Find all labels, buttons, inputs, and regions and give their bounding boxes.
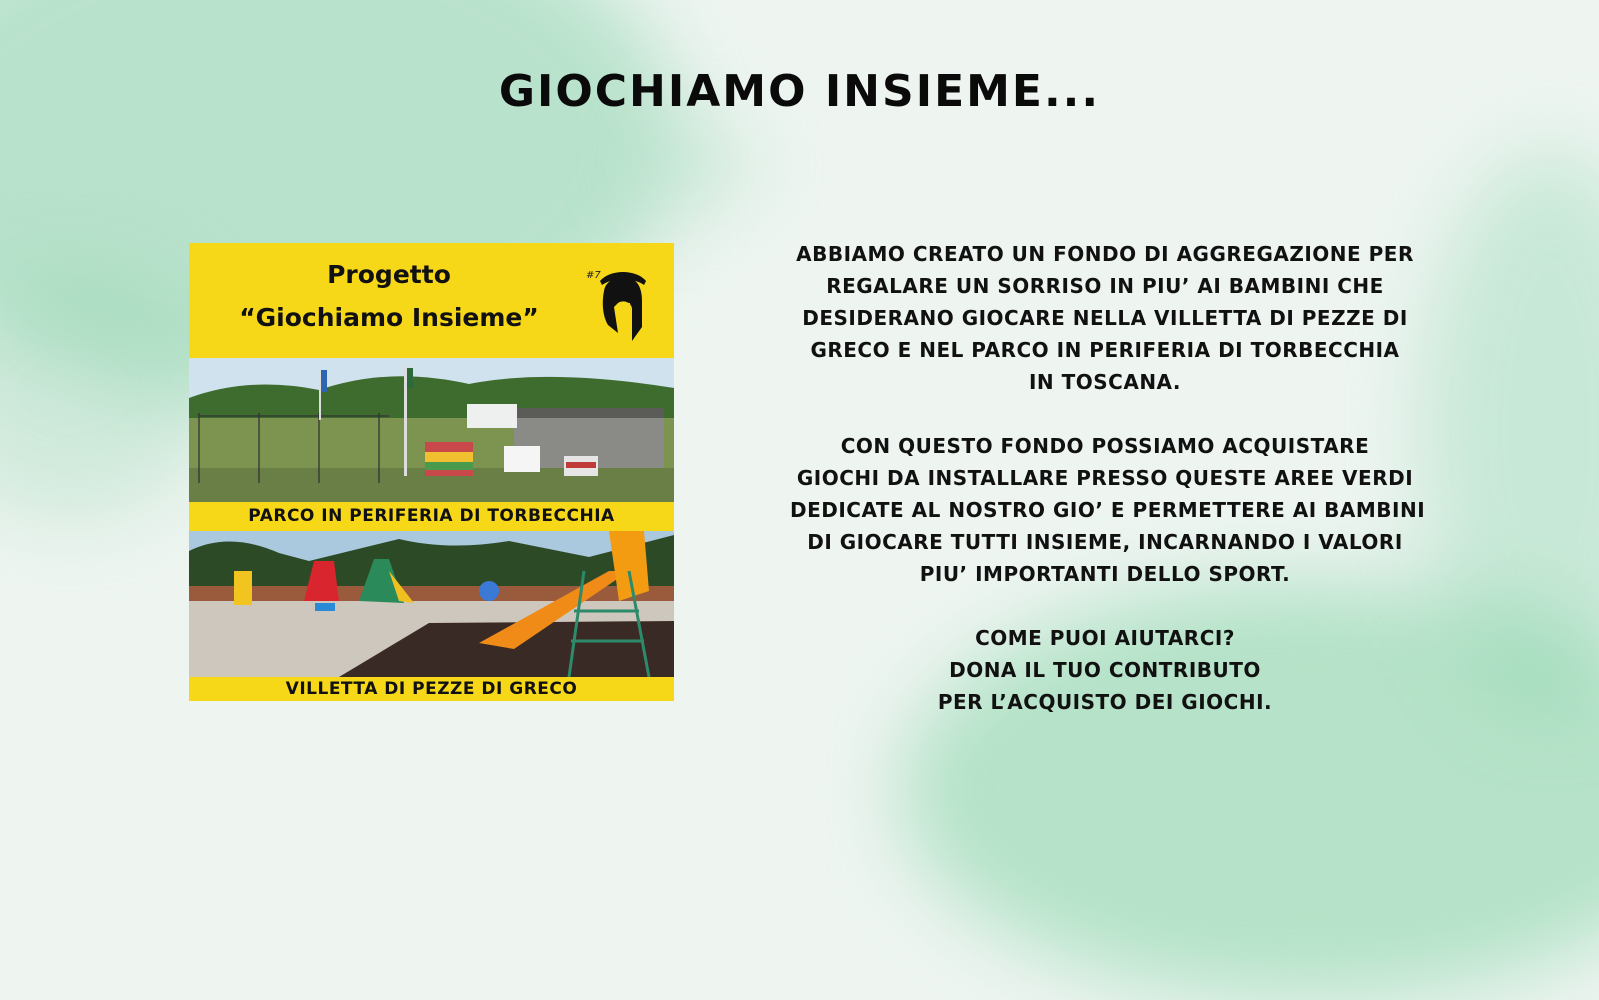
background-wash: [1420, 150, 1599, 710]
text-line: DESIDERANO GIOCARE NELLA VILLETTA DI PEZZE DI: [802, 306, 1408, 330]
villetta-pezze-di-greco-photo: [189, 531, 674, 677]
text-line: REGALARE UN SORRISO IN PIU’ AI BAMBINI CHE: [826, 274, 1384, 298]
poster-hashtag: #7: [586, 270, 601, 281]
park-torbecchia-photo: [189, 358, 674, 502]
project-poster-image: [189, 243, 674, 701]
text-line: COME PUOI AIUTARCI?: [975, 626, 1235, 650]
poster-heading-line2: “Giochiamo Insieme”: [239, 303, 539, 332]
background-wash: [0, 260, 220, 520]
photo1-caption: PARCO IN PERIFERIA DI TORBECCHIA: [248, 506, 615, 526]
paragraph-fund: [790, 430, 1426, 590]
paragraph-call-to-action: [790, 622, 1420, 718]
text-line: PER L’ACQUISTO DEI GIOCHI.: [937, 690, 1273, 714]
spartan-helmet-icon: [592, 269, 652, 342]
description-text: [790, 238, 1426, 718]
text-line: DEDICATE AL NOSTRO GIO’ E PERMETTERE AI BAMBINI: [790, 498, 1426, 522]
text-line: GIOCHI DA INSTALLARE PRESSO QUESTE AREE VERDI: [796, 466, 1414, 490]
text-line: ABBIAMO CREATO UN FONDO DI AGGREGAZIONE PER: [796, 242, 1414, 266]
text-line: DONA IL TUO CONTRIBUTO: [949, 658, 1261, 682]
poster-heading-line1: Progetto: [327, 260, 451, 289]
text-line: IN TOSCANA.: [1028, 370, 1182, 394]
text-line: PIU’ IMPORTANTI DELLO SPORT.: [919, 562, 1291, 586]
page-title: GIOCHIAMO INSIEME...: [498, 66, 1101, 117]
poster-heading: [189, 253, 589, 339]
text-line: GRECO E NEL PARCO IN PERIFERIA DI TORBECCHIA: [810, 338, 1400, 362]
background-wash: [640, 120, 760, 210]
text-line: DI GIOCARE TUTTI INSIEME, INCARNANDO I VALORI: [807, 530, 1403, 554]
photo2-caption: VILLETTA DI PEZZE DI GRECO: [285, 679, 578, 699]
paragraph-intro: [790, 238, 1420, 398]
text-line: CON QUESTO FONDO POSSIAMO ACQUISTARE: [840, 434, 1370, 458]
